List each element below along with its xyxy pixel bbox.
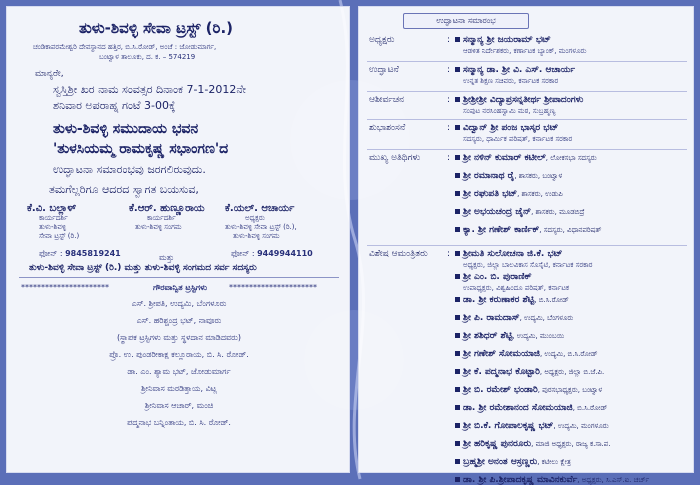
trustee-item: ಪ್ರೊ. ಉ. ಪುಂಡರೀಕಾಕ್ಷ ಕಲ್ಲೂರಾಯ, ಬಿ. ಸಿ. ರೋಡ್. xyxy=(109,350,249,359)
bullet-icon xyxy=(455,191,460,196)
guest-subtitle: ಸಂಪುಟ ನರಸಿಂಹಸ್ವಾಮಿ ಮಠ, ಸುಬ್ರಹ್ಮಣ್ಯ xyxy=(463,107,556,115)
guest-entry xyxy=(455,95,583,105)
guest-subtitle: ಆಡಳಿತ ನಿರ್ದೇಶಕರು, ಕರ್ಣಾಟಕ ಬ್ಯಾಂಕ್, ಮಂಗಳೂರು xyxy=(463,47,587,55)
guest-entry xyxy=(455,123,558,133)
guest-name: ಶ್ರೀ ಬಿ. ರಮೇಶ್ ಭಂಡಾರಿ xyxy=(463,385,538,395)
guest-subtitle: ಅಧ್ಯಕ್ಷರು, ಜಿಲ್ಲಾ ಬಾಲವಿಕಾಸ ಸೊಸೈಟಿ, ಕರ್ನಾಟಕ ಸರಕಾರ xyxy=(463,261,593,269)
row-divider xyxy=(367,149,687,150)
role-label: ಉದ್ಘಾಟನೆ xyxy=(369,65,399,75)
phone-number: 9845819241 xyxy=(65,249,121,258)
bullet-icon xyxy=(455,297,460,302)
invitation-panel xyxy=(6,6,350,473)
hall-heading: ತುಳು-ಶಿವಳ್ಳಿ ಸಮುದಾಯ ಭವನ xyxy=(53,121,199,137)
guest-name: ಶ್ರೀ ಗಣೇಶ್ ಸೋಮಯಾಜಿ xyxy=(463,349,540,359)
row-divider xyxy=(367,61,687,62)
trustees-list xyxy=(7,299,351,435)
signatory-2 xyxy=(129,203,239,232)
guest-entry xyxy=(455,225,601,235)
guest-name: ಶ್ರೀ ಶಶಿಧರ್ ಶೆಟ್ಟಿ xyxy=(463,331,513,341)
bullet-icon xyxy=(455,351,460,356)
phone-number: 9449944110 xyxy=(257,249,313,258)
signatory-name: ಕೆ.ಯಲ್. ಆಚಾರ್ಯ xyxy=(225,203,295,214)
signatory-role: ಕಾರ್ಯದರ್ಶಿ xyxy=(147,214,176,222)
guest-designation: , ಉದ್ಯಮಿ, ಬಿ.ಸಿ.ರೋಡ್ xyxy=(539,350,598,358)
colon-separator: : xyxy=(447,123,451,133)
guest-designation: , ಉದ್ಯಮಿ, ಬೆಂಗಳೂರು xyxy=(519,314,574,322)
bullet-icon xyxy=(455,37,460,42)
trustees-heading: ಗೌರವಾನ್ವಿತ ಟ್ರಸ್ಟಿಗಳು xyxy=(153,283,208,292)
guest-designation: , ಶಾಸಕರು, ಬಂಟ್ವಾಳ xyxy=(514,172,563,180)
role-label: ಶುಭಾಶಂಸನೆ xyxy=(369,123,406,133)
guest-entry xyxy=(455,475,649,485)
guest-entry xyxy=(455,249,562,259)
trustee-item: ಡಾ. ಎಂ. ಶ್ಯಾಮ ಭಟ್, ಜೋಡುಮಾರ್ಗ xyxy=(127,367,231,376)
bullet-icon xyxy=(455,315,460,320)
signatory-org: ತುಳು-ಶಿವಳ್ಳಿ ಸಂಗಮ xyxy=(233,232,280,240)
bullet-icon xyxy=(455,441,460,446)
signatory-org: ತುಳು-ಶಿವಳ್ಳಿ ಸಂಗಮ xyxy=(135,223,182,231)
signatory-3 xyxy=(225,203,345,241)
guest-designation: , ಸದಸ್ಯರು, ವಿಧಾನಪರಿಷತ್ xyxy=(539,226,602,234)
inauguration-line: ಉದ್ಘಾಟನಾ ಸಮಾರಂಭವು ಜರಗಲಿರುವುದು. xyxy=(53,163,206,176)
guest-designation: , ಪುರಸಭಾಧ್ಯಕ್ಷರು, ಬಂಟ್ವಾಳ xyxy=(537,386,603,394)
guest-designation: , ಶಾಸಕರು, ಮೂಡಬಿದ್ರೆ xyxy=(531,208,585,216)
role-label: ವಿಶೇಷ ಆಮಂತ್ರಿತರು xyxy=(369,249,428,259)
time-line: ಶನಿವಾರ ಅಪರಾಹ್ನ ಗಂಟೆ 3-00ಕ್ಕೆ xyxy=(53,99,176,112)
guest-designation: , ಉದ್ಯಮಿ, ಮುಂಬಯಿ xyxy=(512,332,565,340)
phone-1 xyxy=(39,249,121,259)
signatory-1 xyxy=(27,203,137,241)
guest-name: ಶ್ರೀ ಬಿ.ಕೆ. ಗೋಪಾಲಕೃಷ್ಣ ಭಟ್ xyxy=(463,421,554,431)
address-line-1: ಚಂಡಿಕಾಪರಮೇಶ್ವರಿ ದೇವಸ್ಥಾನದ ಹತ್ತಿರ, ಬಿ.ಸಿ.ರೋಡ್, ಅಂಚೆ : ಜೋಡುಮಾರ್ಗ, xyxy=(33,43,217,51)
guest-entry xyxy=(455,403,607,413)
signatory-name: ಕೆ.ಆರ್. ಹುಣ್ಣೂರಾಯ xyxy=(129,203,205,214)
bullet-icon xyxy=(455,369,460,374)
guest-name: ಸನ್ಮಾನ್ಯ ಶ್ರೀ ಜಯರಾಮ್ ಭಟ್ xyxy=(463,35,551,45)
guest-name: ಶ್ರೀ ರಮಾನಾಥ ರೈ xyxy=(463,171,515,181)
guest-entry xyxy=(455,189,563,199)
role-label: ಆಶೀರ್ವಚನ xyxy=(369,95,405,105)
colon-separator: : xyxy=(447,153,451,163)
signatory-org: ತುಳು-ಶಿವಳ್ಳಿ ಸೇವಾ ಟ್ರಸ್ಟ್ (ರಿ.), xyxy=(225,223,297,231)
guest-name: ಶ್ರೀ ಕೆ. ಪದ್ಮನಾಭ ಕೊಟ್ಟಾರಿ xyxy=(463,367,540,377)
guest-designation: , ಕಟೀಲು ಕ್ಷೇತ್ರ xyxy=(537,458,571,466)
phone-2 xyxy=(231,249,313,259)
signatory-role: ಕಾರ್ಯದರ್ಶಿ xyxy=(39,214,68,222)
guest-designation: , ಅಧ್ಯಕ್ಷರು, ಸಿ.ಎಸ್.ಐ. ಚರ್ಚ್ xyxy=(577,476,650,484)
guest-name: ವಿದ್ವಾನ್ ಶ್ರೀ ಪಂಜ ಭಾಸ್ಕರ ಭಟ್ xyxy=(463,123,559,133)
row-divider xyxy=(367,119,687,120)
guest-designation: , ಮಾಜಿ ಅಧ್ಯಕ್ಷರು, ರಾಜ್ಯ ಕ.ಸಾ.ಪ. xyxy=(531,440,611,448)
role-label: ಅಧ್ಯಕ್ಷರು xyxy=(369,35,395,45)
hall-name: 'ತುಳಸಿಯಮ್ಮ ರಾಮಕೃಷ್ಣ ಸಭಾಂಗಣ'ದ xyxy=(53,141,229,157)
guest-designation: , ಅಧ್ಯಕ್ಷರು, ಜಿಲ್ಲಾ ಬಿ.ಜೆ.ಪಿ. xyxy=(539,368,605,376)
footer-line: ತುಳು-ಶಿವಳ್ಳಿ ಸೇವಾ ಟ್ರಸ್ಟ್ (ರಿ.) ಮತ್ತು ತುಳು-ಶಿವಳ್ಳಿ ಸಂಗಮದ ಸರ್ವ ಸದಸ್ಯರು xyxy=(29,263,257,273)
programme-tag: ಉದ್ಘಾಟನಾ ಸಮಾರಂಭ xyxy=(403,13,529,29)
bullet-icon xyxy=(455,155,460,160)
guest-name: ಶ್ರೀ ಪಿ. ರಾಮದಾಸ್ xyxy=(463,313,520,323)
guest-entry xyxy=(455,367,604,377)
bullet-icon xyxy=(455,209,460,214)
guest-name: ಡಾ. ಶ್ರೀ ಪಿ.ಶ್ರೀಪಾದಕೃಷ್ಣ ಮಾವಿನಕುರ್ವೆ xyxy=(463,475,578,485)
guest-name: ಡಾ. ಶ್ರೀ ರಮೇಶಾನಂದ ಸೋಮಯಾಜಿ xyxy=(463,403,573,413)
bullet-icon xyxy=(455,67,460,72)
colon-separator: : xyxy=(447,65,451,75)
guest-entry xyxy=(455,272,532,282)
signatory-role: ಅಧ್ಯಕ್ಷರು xyxy=(245,214,265,222)
guest-entry xyxy=(455,65,575,75)
guest-name: ಶ್ರೀಶ್ರೀಶ್ರೀ ವಿದ್ಯಾಪ್ರಸನ್ನತೀರ್ಥ ಶ್ರೀಪಾದಂಗಳು xyxy=(463,95,584,105)
bullet-icon xyxy=(455,251,460,256)
guest-entry xyxy=(455,35,551,45)
guest-subtitle: ಸದಸ್ಯರು, ಧಾರ್ಮಿಕ ಪರಿಷತ್, ಕರ್ನಾಟಕ ಸರಕಾರ xyxy=(463,135,573,143)
guest-designation: , ಬಿ.ಸಿ.ರೋಡ್ xyxy=(572,404,608,412)
colon-separator: : xyxy=(447,35,451,45)
trustee-item: ಶ್ರೀನಿವಾಸ ಮರಡಿತ್ತಾಯ, ವಿಟ್ಲ xyxy=(141,384,217,393)
bullet-icon xyxy=(455,423,460,428)
guest-name: ಶ್ರೀಮತಿ ಸುಲೋಚನಾ ಜಿ.ಕೆ. ಭಟ್ xyxy=(463,249,563,259)
colon-separator: : xyxy=(447,95,451,105)
bullet-icon xyxy=(455,125,460,130)
date-line: ಸ್ವಸ್ತಿಶ್ರೀ ಖರ ನಾಮ ಸಂವತ್ಸರ ದಿನಾಂಕ 7-1-2012ನೇ xyxy=(53,83,247,96)
signatory-org: ತುಳು-ಶಿವಳ್ಳಿ xyxy=(39,223,67,231)
guest-name: ಶ್ರೀ ನಳಿನ್ ಕುಮಾರ್ ಕಟೀಲ್ xyxy=(463,153,546,163)
phone-conjunction: ಮತ್ತು xyxy=(159,253,175,262)
guest-designation: , ಬಿ.ಸಿ.ರೋಡ್ xyxy=(534,296,569,304)
guest-entry xyxy=(455,439,610,449)
bullet-icon xyxy=(455,97,460,102)
divider xyxy=(19,277,339,278)
trustee-item: ಶ್ರೀನಿವಾಸ ಆಚಾರ್, ಮಂಚಿ xyxy=(144,401,214,410)
guest-entry xyxy=(455,295,569,305)
guest-designation: , ಲೋಕಸಭಾ ಸದಸ್ಯರು xyxy=(545,154,597,162)
salutation: ಮಾನ್ಯರೇ, xyxy=(35,69,64,79)
stars-right: ********************** xyxy=(229,283,317,292)
guest-entry xyxy=(455,153,597,163)
stars-left: ********************** xyxy=(21,283,109,292)
guest-entry xyxy=(455,349,598,359)
colon-separator: : xyxy=(447,249,451,259)
bullet-icon xyxy=(455,459,460,464)
bullet-icon xyxy=(455,477,460,482)
guest-designation: , ಶಾಸಕರು, ಉಡುಪಿ xyxy=(517,190,563,198)
guest-entry xyxy=(455,171,562,181)
guest-name: ಶ್ರೀ ಅಭಯಚಂದ್ರ ಜೈನ್ xyxy=(463,207,532,217)
bullet-icon xyxy=(455,333,460,338)
guest-name: ಕ್ಯಾ. ಶ್ರೀ ಗಣೇಶ್ ಕಾರ್ಣಿಕ್ xyxy=(463,225,540,235)
guest-name: ಡಾ. ಶ್ರೀ ಕರುಣಾಕರ ಶೆಟ್ಟಿ xyxy=(463,295,535,305)
row-divider xyxy=(367,245,687,246)
guest-entry xyxy=(455,207,585,217)
phone-label: ಫೋನ್ : xyxy=(231,249,255,258)
trustee-item: ಎಸ್. ಹರಿಶ್ಚಂದ್ರ ಭಟ್, ನಾವೂರು xyxy=(136,316,222,325)
trustee-item: ಎಸ್. ಶ್ರೀಪತಿ, ಉದ್ಯಮಿ, ಬೆಂಗಳೂರು xyxy=(131,299,227,308)
address-line-2: ಬಂಟ್ವಾಳ ತಾಲೂಕು, ದ. ಕ. – 574219 xyxy=(99,53,196,61)
programme-panel xyxy=(358,6,694,485)
welcome-line: ತಮಗೆಲ್ಲರಿಗೂ ಆದರದ ಸ್ವಾಗತ ಬಯಸುವ, xyxy=(49,183,199,196)
trust-title: ತುಳು-ಶಿವಳ್ಳಿ ಸೇವಾ ಟ್ರಸ್ಟ್ (ರಿ.) xyxy=(79,19,233,37)
guest-designation: , ಉದ್ಯಮಿ, ಮಂಗಳೂರು xyxy=(553,422,609,430)
bullet-icon xyxy=(455,274,460,279)
row-divider xyxy=(367,91,687,92)
guest-name: ಸನ್ಮಾನ್ಯ ಡಾ. ಶ್ರೀ ವಿ. ಎಸ್. ಆಚಾರ್ಯ xyxy=(463,65,576,75)
guest-entry xyxy=(455,313,573,323)
guest-name: ಬ್ರಹ್ಮಶ್ರೀ ಅನಂತ ಆಸ್ರಣ್ಣರು xyxy=(463,457,538,467)
bullet-icon xyxy=(455,173,460,178)
signatory-org: ಸೇವಾ ಟ್ರಸ್ಟ್ (ರಿ.) xyxy=(39,232,80,240)
signatory-name: ಕೆ.ವಿ. ಬಲ್ಲಾಳ್ xyxy=(27,203,77,214)
guest-name: ಶ್ರೀ ಹರಿಕೃಷ್ಣ ಪುನರೂರು xyxy=(463,439,532,449)
guest-name: ಶ್ರೀ ಎಂ. ಬಿ. ಪುರಾಣಿಕ್ xyxy=(463,272,532,282)
guest-subtitle: ಉಪಾಧ್ಯಕ್ಷರು, ವಿಶ್ವಹಿಂದೂ ಪರಿಷತ್, ಕರ್ನಾಟಕ xyxy=(463,284,570,292)
guest-subtitle: ಉನ್ನತ ಶಿಕ್ಷಣ ಸಚಿವರು, ಕರ್ನಾಟಕ ಸರಕಾರ xyxy=(463,77,559,85)
guest-entry xyxy=(455,331,564,341)
role-label: ಮುಖ್ಯ ಅತಿಥಿಗಳು xyxy=(369,153,421,163)
phone-label: ಫೋನ್ : xyxy=(39,249,63,258)
guest-entry xyxy=(455,421,609,431)
guest-entry xyxy=(455,385,602,395)
guest-name: ಶ್ರೀ ರಘುಪತಿ ಭಟ್ xyxy=(463,189,518,199)
trustee-item: ಪದ್ಮನಾಭ ಬನ್ನಿಂತಾಯ, ಬಿ. ಸಿ. ರೋಡ್. xyxy=(127,418,231,427)
trustee-item: (ಸ್ಥಾಪಕ ಟ್ರಸ್ಟಿಗಳು ಮತ್ತು ಸ್ಥಳದಾನ ಮಾಡಿದವರು) xyxy=(116,333,242,342)
guest-entry xyxy=(455,457,571,467)
bullet-icon xyxy=(455,387,460,392)
bullet-icon xyxy=(455,227,460,232)
bullet-icon xyxy=(455,405,460,410)
